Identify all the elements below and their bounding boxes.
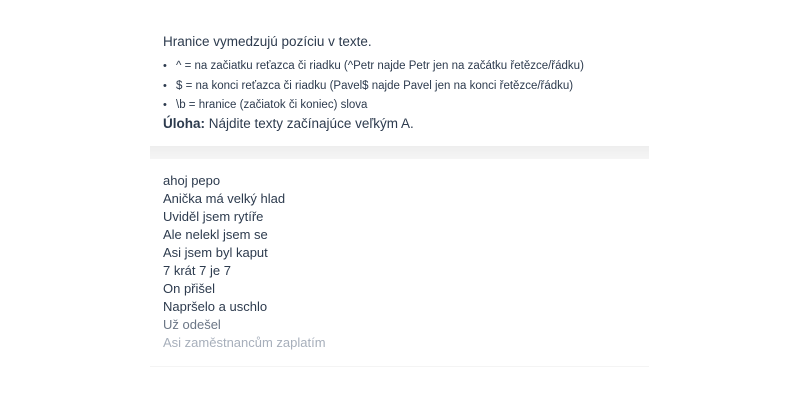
task-description: Nájdite texty začínajúce veľkým A.: [205, 116, 414, 131]
test-string-line[interactable]: On přišel: [163, 281, 216, 296]
rule-text: $ = na konci reťazca či riadku (Pavel$ najde Pavel jen na konci řetězce/řádku): [176, 79, 574, 92]
test-string-line[interactable]: Ale nelekl jsem se: [163, 227, 268, 242]
rule-item-word-boundary: [163, 96, 584, 116]
rule-item-start-anchor: [163, 57, 584, 77]
rule-text: \b = hranice (začiatok či koniec) slova: [176, 99, 368, 111]
test-strings-list: [163, 172, 326, 352]
test-string-line[interactable]: Už odešel: [163, 317, 221, 332]
test-string-line[interactable]: Uviděl jsem rytíře: [163, 209, 264, 224]
test-string-line[interactable]: Asi jsem byl kaput: [163, 245, 268, 260]
bullet-icon: •: [163, 79, 167, 92]
test-string-line[interactable]: Asi zaměstnancům zaplatím: [163, 335, 326, 350]
bullet-icon: •: [163, 60, 167, 72]
instructions-panel: [150, 0, 649, 146]
rule-text: ^ = na začiatku reťazca či riadku (^Petr najde Petr jen na začátku řetězce/řádku): [176, 60, 584, 72]
bullet-icon: •: [163, 99, 167, 111]
task-label: Úloha:: [163, 116, 205, 131]
rules-list: [163, 57, 584, 116]
section-divider: [150, 146, 649, 159]
task-text: [163, 116, 414, 132]
rule-item-end-anchor: [163, 77, 584, 97]
test-string-line[interactable]: Anička má velký hlad: [163, 191, 286, 206]
test-string-line[interactable]: ahoj pepo: [163, 173, 221, 188]
test-string-line[interactable]: 7 krát 7 je 7: [163, 263, 231, 278]
test-strings-panel[interactable]: [150, 159, 649, 367]
intro-text: Hranice vymedzujú pozíciu v texte.: [163, 34, 372, 49]
test-string-line[interactable]: Napršelo a uschlo: [163, 299, 268, 314]
